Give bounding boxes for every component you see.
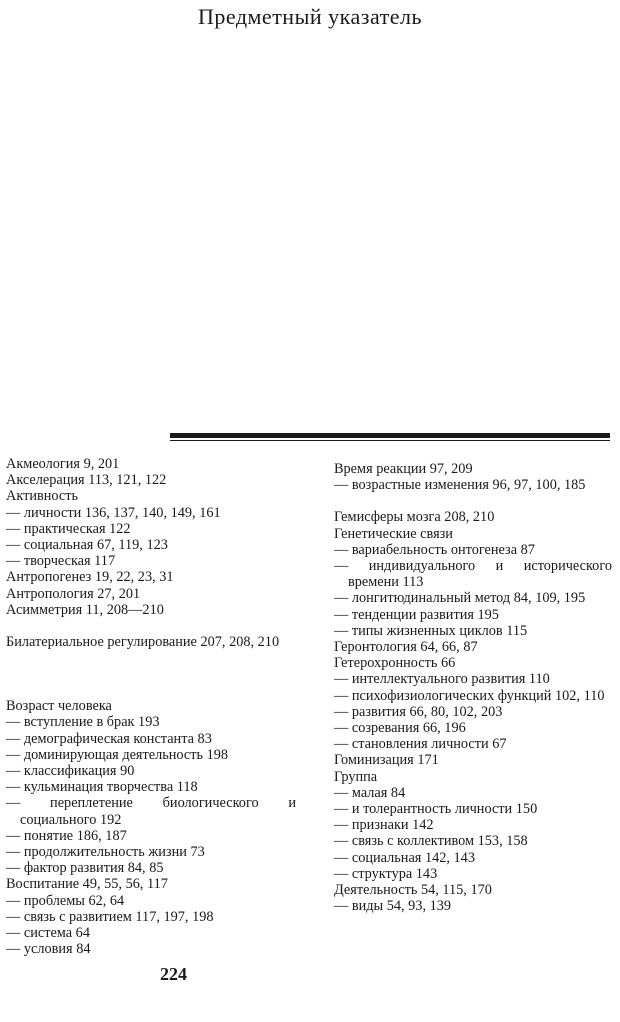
index-entry: — развития 66, 80, 102, 203 [334, 703, 503, 720]
index-entry: — личности 136, 137, 140, 149, 161 [6, 504, 221, 521]
page-title: Предметный указатель [197, 4, 423, 29]
index-entry: Активность [6, 488, 79, 505]
index-entry: Возраст человека [6, 698, 112, 715]
index-entry: — вступление в брак 193 [6, 714, 160, 731]
index-entry: — проблемы 62, 64 [6, 892, 125, 909]
index-entry: — лонгитюдинальный метод 84, 109, 195 [334, 590, 586, 607]
index-entry: — и толерантность личности 150 [334, 801, 538, 818]
index-entry: — система 64 [6, 925, 90, 942]
page-number: 224 [160, 964, 187, 984]
index-entry: Группа [334, 768, 378, 785]
index-entry: — связь с развитием 117, 197, 198 [6, 908, 214, 925]
index-entry: Время реакции 97, 209 [334, 461, 473, 477]
index-entry: Деятельность 54, 115, 170 [334, 882, 492, 899]
index-entry: — психофизиологических функций 102, 110 [334, 687, 605, 704]
index-entry: — творческая 117 [6, 553, 116, 570]
index-entry: — созревания 66, 196 [334, 720, 466, 737]
index-entry: — практическая 122 [6, 520, 131, 537]
index-entry: — переплетение биологического и социального 192 [6, 795, 296, 828]
index-entry: Генетические связи [334, 525, 453, 542]
index-entry: — понятие 186, 187 [6, 827, 127, 844]
index-entry: Асимметрия 11, 208—210 [6, 601, 164, 618]
index-entry: Антропогенез 19, 22, 23, 31 [6, 569, 174, 586]
index-entry: — фактор развития 84, 85 [6, 860, 164, 877]
index-entry: — продолжительность жизни 73 [6, 844, 205, 861]
spacer [6, 618, 296, 634]
index-entry: Билатериальное регулирование 207, 208, 210 [6, 634, 280, 651]
index-entry: Воспитание 49, 55, 56, 117 [6, 876, 168, 893]
index-entry: Гемисферы мозга 208, 210 [334, 509, 495, 526]
index-entry: — связь с коллективом 153, 158 [334, 833, 528, 850]
spacer [334, 493, 612, 509]
index-entry: Акселерация 113, 121, 122 [6, 472, 167, 489]
index-entry: Антропология 27, 201 [6, 585, 141, 602]
spacer [6, 650, 296, 698]
index-entry: — индивидуального и исторического времени 113 [334, 558, 612, 591]
index-entry: Гетерохронность 66 [334, 655, 456, 672]
index-column-left [6, 456, 296, 957]
index-entry: — демографическая константа 83 [6, 730, 212, 747]
index-entry: — возрастные изменения 96, 97, 100, 185 [334, 477, 586, 494]
index-entry: Акмеология 9, 201 [6, 456, 120, 472]
index-entry: — признаки 142 [334, 817, 434, 834]
section-rule [170, 433, 610, 438]
index-entry: — условия 84 [6, 941, 91, 958]
index-entry: — становления личности 67 [334, 736, 507, 753]
index-entry: — социальная 67, 119, 123 [6, 537, 168, 554]
index-entry: — интеллектуального развития 110 [334, 671, 550, 688]
index-entry: — социальная 142, 143 [334, 849, 475, 866]
section-rule-thin [170, 440, 610, 441]
index-entry: Гоминизация 171 [334, 752, 439, 769]
index-entry: — типы жизненных циклов 115 [334, 622, 528, 639]
index-entry: — структура 143 [334, 865, 438, 882]
index-entry: — кульминация творчества 118 [6, 779, 198, 796]
index-entry: — классификация 90 [6, 763, 135, 780]
index-entry: — малая 84 [334, 784, 406, 801]
index-entry: — тенденции развития 195 [334, 606, 499, 623]
index-entry: — доминирующая деятельность 198 [6, 746, 229, 763]
index-column-right [334, 461, 612, 914]
index-entry: — виды 54, 93, 139 [334, 898, 452, 915]
index-entry: Геронтология 64, 66, 87 [334, 639, 478, 656]
index-entry: — вариабельность онтогенеза 87 [334, 541, 535, 558]
